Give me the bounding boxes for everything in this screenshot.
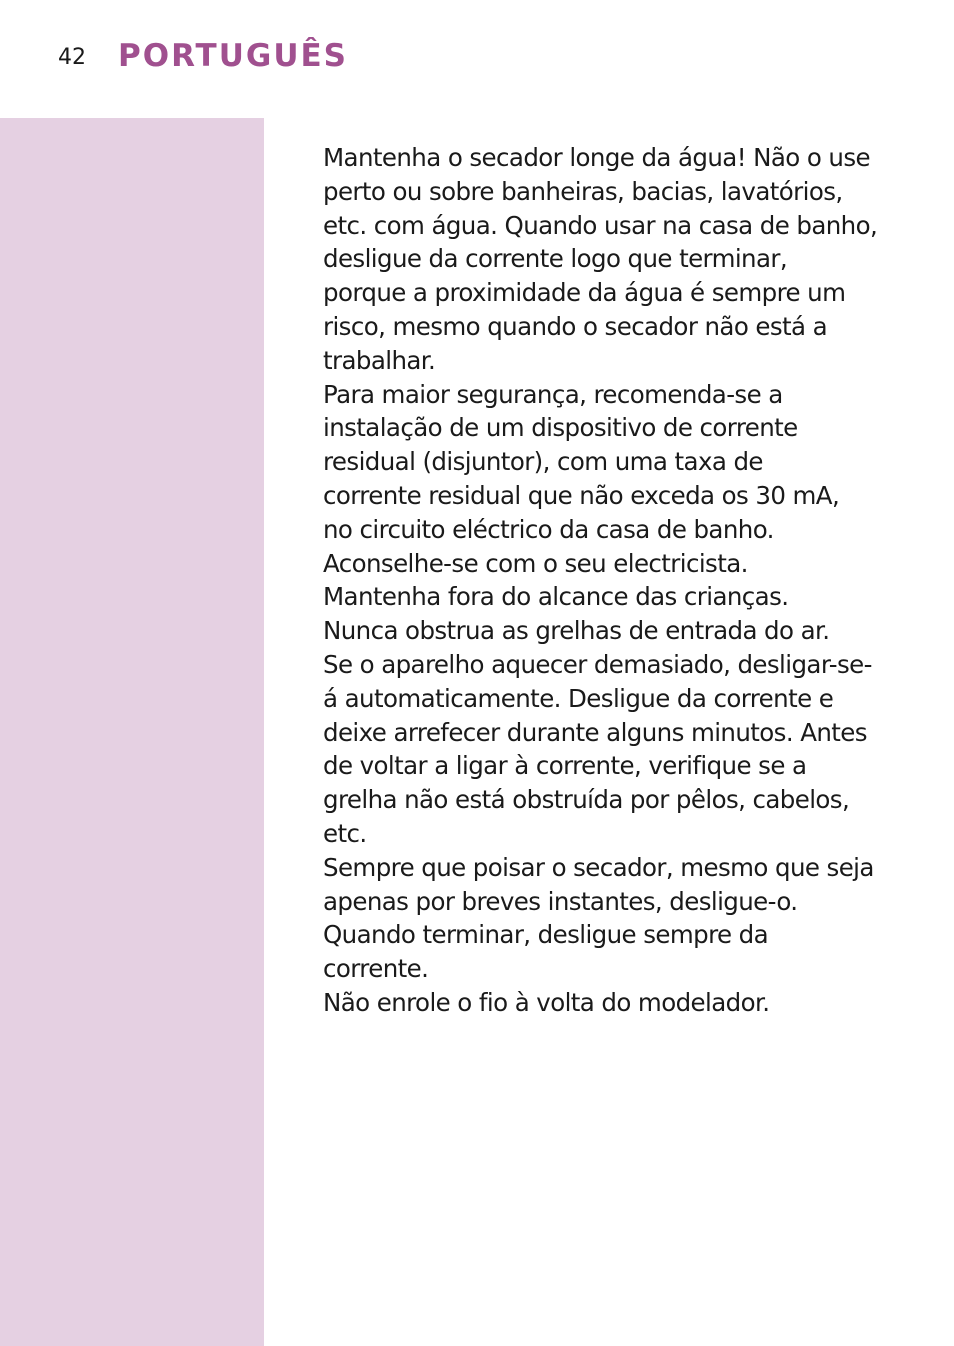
text-line: corrente residual que não exceda os 30 mA,: [323, 480, 840, 510]
text-line: grelha não está obstruída por pêlos, cabelos,: [323, 785, 850, 815]
text-line: perto ou sobre banheiras, bacias, lavatórios,: [323, 176, 843, 206]
text-line: risco, mesmo quando o secador não está a: [323, 311, 828, 341]
text-line: instalação de um dispositivo de corrente: [323, 413, 798, 443]
text-line: Aconselhe-se com o seu electricista.: [323, 548, 748, 578]
text-line: desligue da corrente logo que terminar,: [323, 244, 788, 274]
safety-instructions-text: [323, 141, 923, 1020]
text-line: no circuito eléctrico da casa de banho.: [323, 514, 774, 544]
text-line: Se o aparelho aquecer demasiado, desligar-se-: [323, 649, 872, 679]
text-line: Mantenha fora do alcance das crianças.: [323, 582, 789, 612]
page-title: PORTUGUÊS: [118, 38, 348, 74]
text-line: Não enrole o fio à volta do modelador.: [323, 987, 770, 1017]
text-line: Mantenha o secador longe da água! Não o use: [323, 143, 870, 172]
text-line: Sempre que poisar o secador, mesmo que seja: [323, 852, 874, 882]
text-line: deixe arrefecer durante alguns minutos. Antes: [323, 717, 867, 747]
text-line: á automaticamente. Desligue da corrente e: [323, 683, 834, 713]
text-line: trabalhar.: [323, 345, 436, 375]
text-line: Quando terminar, desligue sempre da: [323, 920, 769, 950]
text-line: Nunca obstrua as grelhas de entrada do ar.: [323, 616, 830, 646]
sidebar-color-band: [0, 118, 264, 1346]
text-line: apenas por breves instantes, desligue-o.: [323, 886, 798, 916]
text-line: etc. com água. Quando usar na casa de banho,: [323, 210, 878, 240]
text-line: corrente.: [323, 954, 429, 984]
text-line: etc.: [323, 818, 367, 848]
page-number: 42: [58, 45, 86, 70]
text-line: Para maior segurança, recomenda-se a: [323, 379, 783, 409]
text-line: porque a proximidade da água é sempre um: [323, 278, 846, 308]
text-line: de voltar a ligar à corrente, verifique se a: [323, 751, 807, 781]
text-line: residual (disjuntor), com uma taxa de: [323, 447, 763, 477]
